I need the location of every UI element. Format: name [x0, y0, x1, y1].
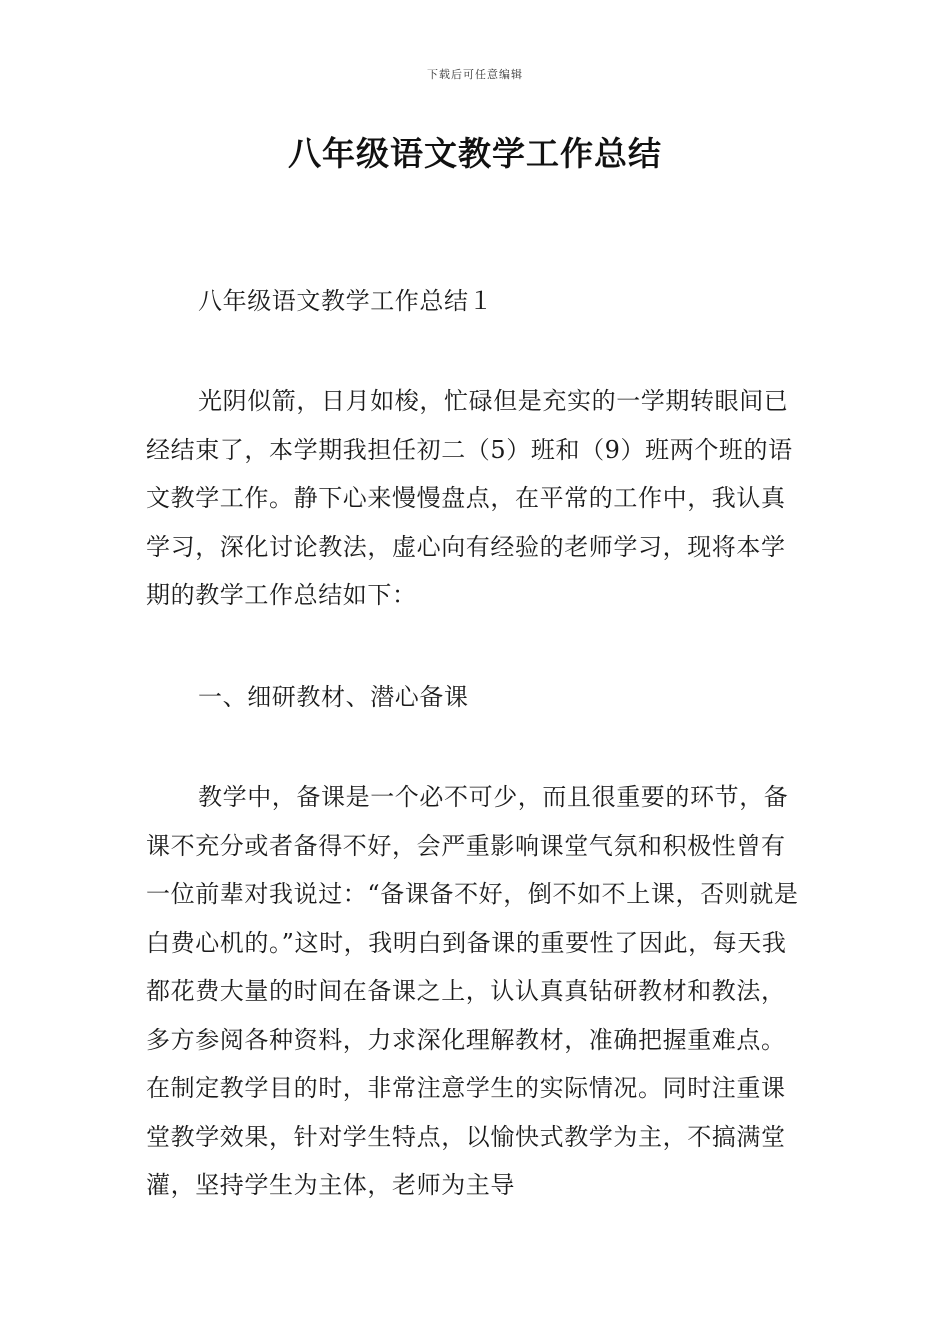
paragraph-intro: 光阴似箭，日月如梭，忙碌但是充实的一学期转眼间已经结束了，本学期我担任初二（5）班和（9）班两个班的语文教学工作。静下心来慢慢盘点，在平常的工作中，我认真学习，深化讨论教法，虚心向有经验的老师学习，现将本学期的教学工作总结如下：: [146, 387, 793, 609]
header-note: 下载后可任意编辑: [427, 68, 523, 81]
section-heading: 一、细研教材、潜心备课: [198, 683, 469, 711]
document-subtitle: 八年级语文教学工作总结１: [198, 287, 494, 315]
document-title: 八年级语文教学工作总结: [288, 134, 662, 173]
paragraph-lesson-prep: 教学中，备课是一个必不可少，而且很重要的环节，备课不充分或者备得不好，会严重影响课堂气氛和积极性曾有一位前辈对我说过：“备课备不好，倒不如不上课，否则就是白费心机的。”这时，我明白到备课的重要性了因此，每天我都花费大量的时间在备课之上，认认真真钻研教材和教法，多方参阅各种资料，力求深化理解教材，准确把握重难点。在制定教学目的时，非常注意学生的实际情况。同时注重课堂教学效果，针对学生特点，以愉快式教学为主，不搞满堂灌，坚持学生为主体，老师为主导: [146, 783, 799, 1199]
